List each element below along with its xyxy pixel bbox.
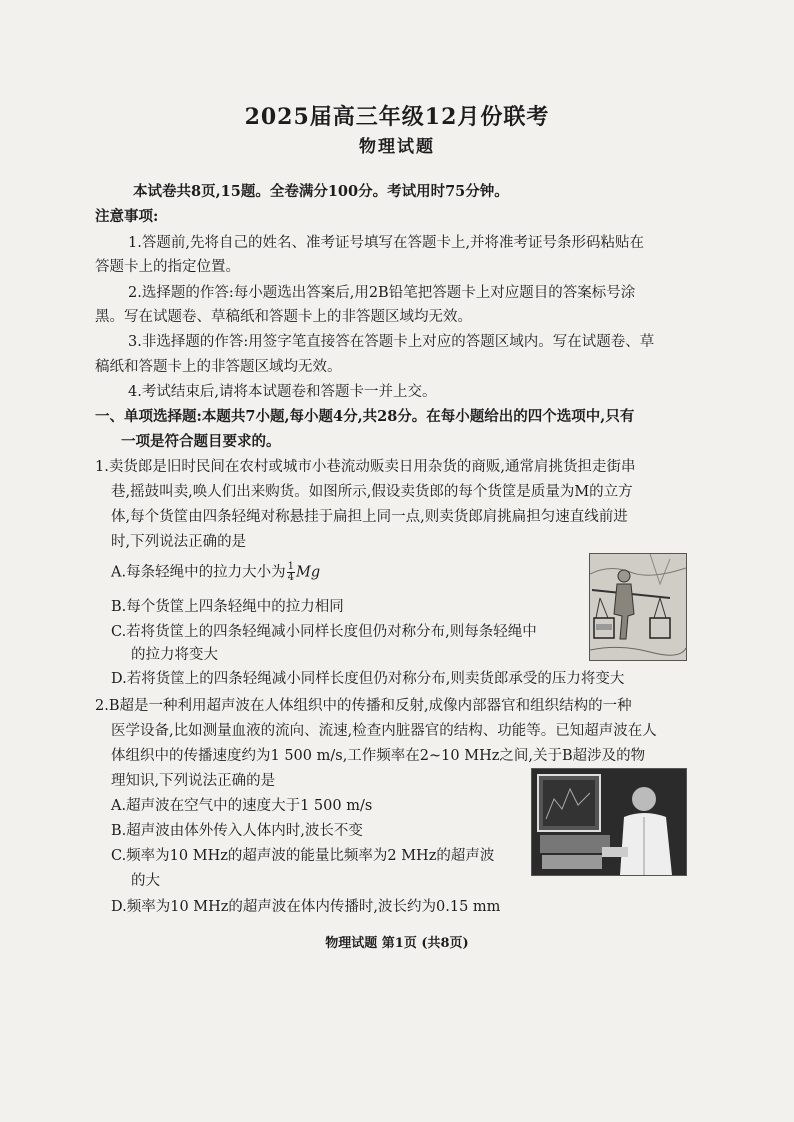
q2-option-a: A.超声波在空气中的速度大于1 500 m/s bbox=[111, 798, 373, 814]
q2-stem-line: 2.B超是一种利用超声波在人体组织中的传播和反射,成像内部器官和组织结构的一种 bbox=[95, 698, 632, 714]
section-heading: 一、单项选择题:本题共7小题,每小题4分,共28分。在每小题给出的四个选项中,只有 bbox=[95, 408, 635, 425]
q1-option-a bbox=[111, 562, 320, 583]
note-line: 1.答题前,先将自己的姓名、准考证号填写在答题卡上,并将准考证号条形码粘贴在 bbox=[128, 235, 645, 251]
q1-stem-line: 体,每个货筐由四条轻绳对称悬挂于扁担上同一点,则卖货郎肩挑扁担匀速直线前进 bbox=[111, 509, 628, 525]
q1-option-a-text: A.每条轻绳中的拉力大小为 bbox=[111, 564, 286, 581]
exam-subject: 物理试题 bbox=[359, 137, 435, 157]
q1-option-c-cont: 的拉力将变大 bbox=[131, 647, 218, 663]
q2-stem-line: 医学设备,比如测量血液的流向、流速,检查内脏器官的结构、功能等。已知超声波在人 bbox=[111, 723, 657, 739]
q1-option-a-unit: Mg bbox=[295, 564, 321, 581]
q2-stem-line: 体组织中的传播速度约为1 500 m/s,工作频率在2~10 MHz之间,关于B超涉及的物 bbox=[111, 748, 646, 764]
section-heading: 一项是符合题目要求的。 bbox=[121, 433, 281, 450]
note-line: 黑。写在试题卷、草稿纸和答题卡上的非答题区域均无效。 bbox=[95, 309, 472, 325]
q1-stem-line: 时,下列说法正确的是 bbox=[111, 534, 247, 550]
ultrasound-photo bbox=[531, 768, 687, 876]
note-line: 答题卡上的指定位置。 bbox=[95, 259, 240, 275]
fraction-denominator: 4 bbox=[287, 572, 294, 583]
q1-stem-line: 巷,摇鼓叫卖,唤人们出来购货。如图所示,假设卖货郎的每个货筐是质量为M的立方 bbox=[111, 484, 633, 500]
q1-stem-line: 1.卖货郎是旧时民间在农村或城市小巷流动贩卖日用杂货的商贩,通常肩挑货担走街串 bbox=[95, 459, 636, 475]
note-line: 3.非选择题的作答:用签字笔直接答在答题卡上对应的答题区域内。写在试题卷、草 bbox=[128, 334, 655, 350]
q2-option-c-cont: 的大 bbox=[131, 873, 160, 889]
note-line: 稿纸和答题卡上的非答题区域均无效。 bbox=[95, 359, 342, 375]
ultrasound-illustration bbox=[532, 769, 686, 875]
peddler-illustration bbox=[590, 554, 686, 660]
q2-stem-line: 理知识,下列说法正确的是 bbox=[111, 773, 276, 789]
note-line: 2.选择题的作答:每小题选出答案后,用2B铅笔把答题卡上对应题目的答案标号涂 bbox=[128, 285, 636, 301]
notes-heading: 注意事项: bbox=[95, 208, 159, 225]
peddler-figure bbox=[589, 553, 687, 661]
fraction-numerator: 1 bbox=[287, 561, 294, 572]
q1-option-b: B.每个货筐上四条轻绳中的拉力相同 bbox=[111, 599, 344, 615]
note-line: 4.考试结束后,请将本试题卷和答题卡一并上交。 bbox=[128, 384, 437, 400]
page-footer: 物理试题 第1页 (共8页) bbox=[325, 936, 469, 951]
q2-option-d: D.频率为10 MHz的超声波在体内传播时,波长约为0.15 mm bbox=[111, 899, 501, 915]
q1-option-d: D.若将货筐上的四条轻绳减小同样长度但仍对称分布,则卖货郎承受的压力将变大 bbox=[111, 671, 625, 687]
q2-option-c: C.频率为10 MHz的超声波的能量比频率为2 MHz的超声波 bbox=[111, 848, 495, 864]
exam-title: 2025届高三年级12月份联考 bbox=[244, 104, 550, 130]
q1-option-c: C.若将货筐上的四条轻绳减小同样长度但仍对称分布,则每条轻绳中 bbox=[111, 624, 537, 640]
q2-option-b: B.超声波由体外传入人体内时,波长不变 bbox=[111, 823, 363, 839]
fraction bbox=[287, 562, 295, 583]
exam-intro: 本试卷共8页,15题。全卷满分100分。考试用时75分钟。 bbox=[133, 183, 509, 200]
